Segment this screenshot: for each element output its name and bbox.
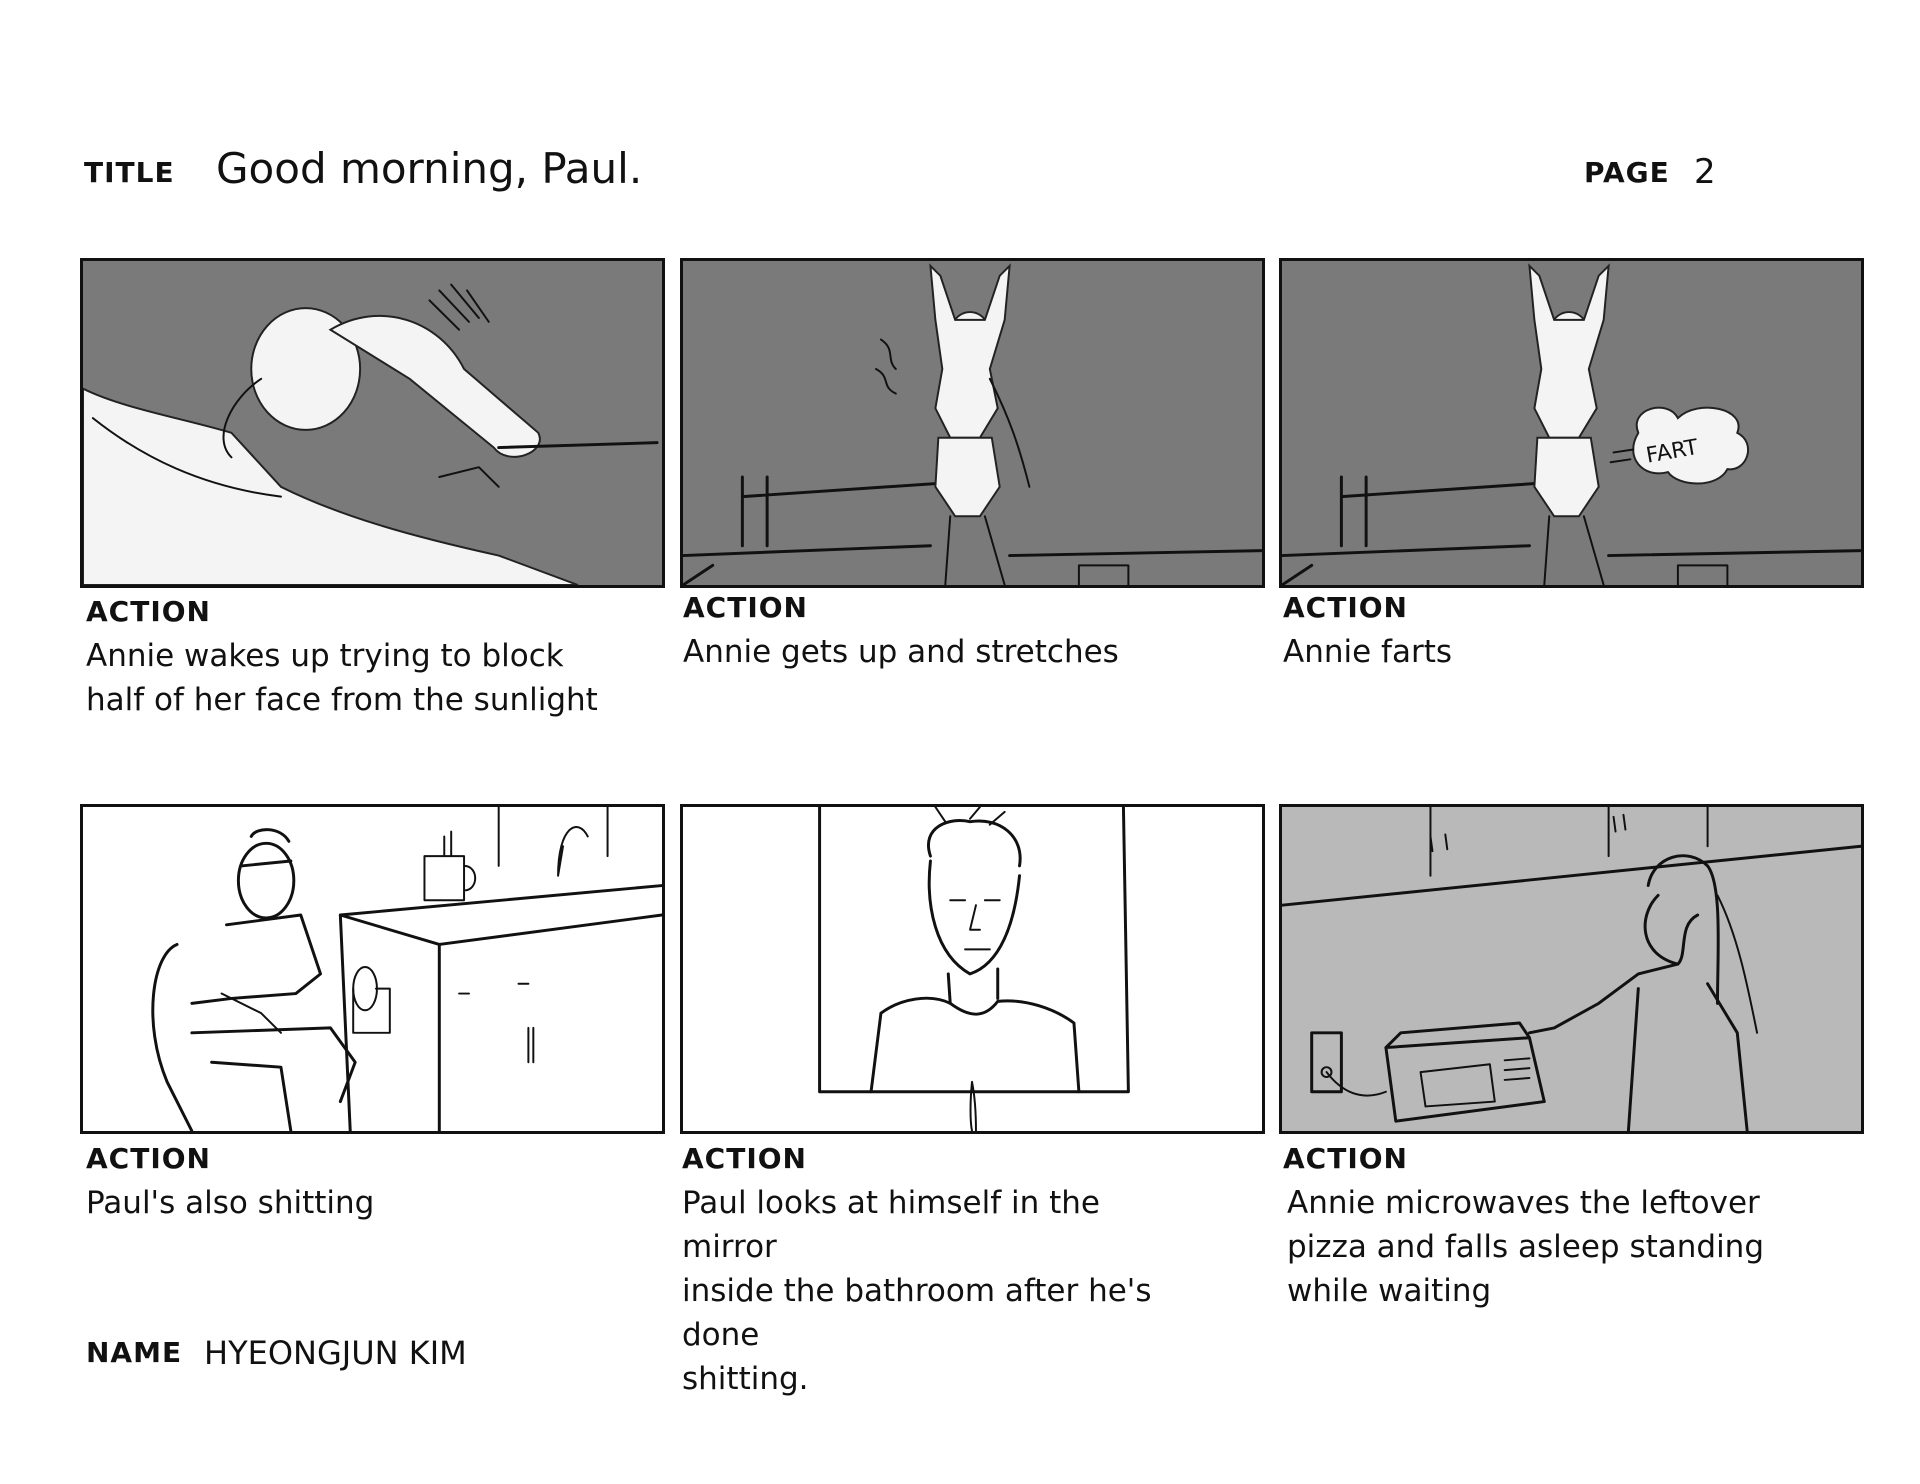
page-number: 2 — [1694, 152, 1716, 192]
panel-5-caption — [682, 1143, 1202, 1401]
panel-4-action-label: ACTION — [86, 1142, 211, 1175]
panel-1-caption — [86, 596, 606, 722]
panel-1-sketch-annie-blocking-sunlight — [83, 261, 662, 585]
fart-sfx-text: FART — [1644, 435, 1701, 469]
storyboard-title: Good morning, Paul. — [216, 144, 643, 193]
panel-2-action-label: ACTION — [683, 591, 808, 624]
panel-3-caption — [1283, 592, 1803, 674]
panel-6-caption — [1283, 1143, 1803, 1313]
panel-2-sketch-annie-stretching — [683, 261, 1262, 585]
panel-1-frame — [80, 258, 665, 588]
panel-2-description: Annie gets up and stretches — [683, 634, 1119, 670]
panel-5-frame — [680, 804, 1265, 1134]
name-label: NAME — [86, 1336, 183, 1369]
panel-6-frame — [1279, 804, 1864, 1134]
panel-5-action-label: ACTION — [682, 1142, 807, 1175]
panel-2-frame — [680, 258, 1265, 588]
panel-1-description: Annie wakes up trying to block half of her face from the sunlight — [86, 638, 598, 718]
panel-1-action-label: ACTION — [86, 595, 211, 628]
panel-3-sketch-annie-farting — [1282, 261, 1861, 585]
panel-6-description: Annie microwaves the leftover pizza and falls asleep standing while waiting — [1287, 1185, 1765, 1309]
page-label: PAGE — [1584, 156, 1670, 189]
panel-4-sketch-paul-on-toilet — [83, 807, 662, 1131]
panel-3-description: Annie farts — [1283, 634, 1453, 670]
title-label: TITLE — [84, 156, 175, 189]
panel-4-description: Paul's also shitting — [86, 1185, 375, 1221]
panel-4-caption — [86, 1143, 606, 1225]
artist-name: HYEONGJUN KIM — [204, 1334, 467, 1372]
panel-5-sketch-paul-at-mirror — [683, 807, 1262, 1131]
panel-4-frame — [80, 804, 665, 1134]
panel-6-action-label: ACTION — [1283, 1142, 1408, 1175]
panel-3-action-label: ACTION — [1283, 591, 1408, 624]
panel-3-frame — [1279, 258, 1864, 588]
panel-5-description: Paul looks at himself in the mirror inside the bathroom after he's done shitting. — [682, 1185, 1152, 1397]
panel-2-caption — [683, 592, 1203, 674]
panel-6-sketch-annie-at-microwave — [1282, 807, 1861, 1131]
